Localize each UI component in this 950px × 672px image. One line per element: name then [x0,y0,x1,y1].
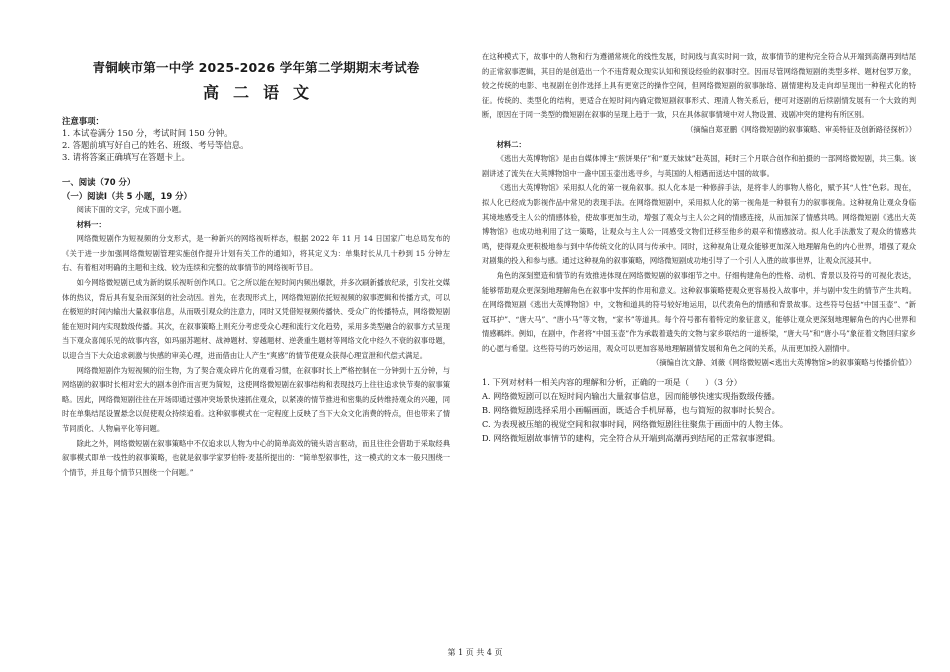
question-stem: 1. 下列对材料一相关内容的理解和分析，正确的一项是（ ）（3 分） [482,377,742,388]
option-d: D. 网络微短剧故事情节的建构，完全符合从开端到高潮再到结尾的正常叙事逻辑。 [482,433,781,444]
left-column [0,0,470,672]
body-paragraph: 除此之外，网络微短剧在叙事策略中不仅追求以人物为中心的简单高效的镜头语言驱动，而且往往会借助于采取经典叙事模式即单一线性的叙事策略，也就是叙事学家罗伯特·麦基所提出的：“简单型叙事性，这一模式的文本一般只围绕一个情节，并且每个情节只围绕一个问题。” [62,438,450,477]
body-paragraph: 在这种模式下，故事中的人物和行为遵循常规化的线性发展，时间线与真实时间一致，故事情节的建构完全符合从开端到高潮再到结尾的正常叙事逻辑，其目的是创造出一个不违背观众现实认知和预设经验的叙事时空。因而尽管网络微短剧的类型多样、题材包罗万象，较之传统的电影、电视剧在创作选择上具有更宽泛的操作空间，但网络微短剧的叙事脉络、剧情建构及走向却呈现出一种程式化的特征。传统的、类型化的结构，更适合在短时间内确定微短剧叙事形式、理清人物关系后，便可对逐剧的后续剧情发展有一个大致的判断，原因在于同一类型的微短剧在叙事的呈现上趋于一致，只在具体叙事情境中对人物设置、戏剧冲突的建构有所区别。 [482,52,916,120]
body-paragraph: 《逃出大英博物馆》采用拟人化的第一视角叙事。拟人化本是一种修辞手法，是将非人的事物人格化，赋予其“人性”色彩。现在，拟人化已经成为影视作品中常见的表现手法。在网络微短剧中，采用拟人化的第一视角是一种很有力的叙事视角。这种视角让观众身临其境地感受主人公的情感体验，使故事更加生动，增强了观众与主人公之间的情感连接，从而加深了情感共鸣。网络微短剧《逃出大英博物馆》也成功地利用了这一策略，让观众与主人公一同感受文物们迁移至他乡的艰辛和情感波动。拟人化手法激发了观众的情感共鸣，使得观众更积极地参与到中华传统文化的认同与传承中。同时，这种视角让观众能够更加深入地理解角色的内心世界，增强了观众对剧集的投入和参与感。通过这种视角的叙事策略，网络微短剧成功地引导了一个引人入胜的故事世界，让观众沉浸其中。 [482,183,916,266]
note-item: 2. 答题前填写好自己的姓名、班级、考号等信息。 [62,140,249,150]
subject-title: 高二语文 [202,83,323,102]
body-paragraph: 角色的深刻塑造和情节的有效推进体现在网络微短剧的叙事细节之中。仔细构建角色的性格、动机、背景以及符号的可视化表达，能够帮助观众更深刻地理解角色在叙事中发挥的作用和意义。这种叙事策略使观众更容易投入故事中，并与剧中发生的情节产生共鸣。在网络微短剧《逃出大英博物馆》中，文物和道具的符号较好地运用，以代表角色的情感和背景故事。这些符号包括“中国玉壶”、“新冠耳护”、“唐大马”、“唐小马”等文物，“家书”等道具。每个符号都有着特定的象征意义，能够让观众更深刻地理解角色的内心世界和情感羁绊。例如，在剧中，作者将“中国玉壶”作为承载着遗失的文物与家乡联结的一道桥梁，“唐大马”和“唐小马”象征着文物回归家乡的心愿与希望。这些符号的巧妙运用，观众可以更加容易地理解剧情发展和角色之间的关系，从而更加投入剧情中。 [482,270,916,353]
note-item: 3. 请将答案正确填写在答题卡上。 [62,152,190,162]
right-column [478,0,950,672]
page-footer: 第 1 页 共 4 页 [447,648,503,657]
option-a: A. 网络微短剧可以在短时间内输出大量叙事信息，因而能够快速实现指数级传播。 [482,391,780,402]
material-label: 材料二： [496,139,526,149]
option-b: B. 网络微短剧选择采用小画幅画面，既适合手机屏幕，也与简短的叙事时长契合。 [482,405,780,416]
exam-title: 青铜峡市第一中学 2025-2026 学年第二学期期末考试卷 [92,60,420,75]
source-citation: （摘编自郑亚鹏《网络微短剧的叙事策略、审美特征及创新路径探析》） [686,124,916,134]
material-label: 材料一： [76,219,106,229]
body-paragraph: 《逃出大英博物馆》是由自媒体博主“煎饼果仔”和“夏天妹妹”赴英国，耗时三个月联合创作和拍摄的一部网络微短剧，共三集。该剧讲述了流失在大英博物馆中一盏中国玉壶出逃寻乡，与英国的人相遇而送达中国的故事。 [482,154,916,178]
section-heading: 一、阅读（70 分） [62,177,136,187]
notes-heading: 注意事项： [62,116,104,126]
source-citation: （摘编自沈文静、刘薇《网络微短剧<逃出大英博物馆>的叙事策略与传播价值》） [652,358,916,368]
note-item: 1. 本试卷满分 150 分，考试时间 150 分钟。 [62,128,233,138]
instruction: 阅读下面的文字，完成下面小题。 [76,205,187,214]
subsection-heading: （一）阅读Ⅰ（共 5 小题，19 分） [62,191,192,201]
body-paragraph: 如今网络微短剧已成为新的娱乐视听创作风口。它之所以能在短时间内频出爆款，并多次刷新播放纪录，引发社交媒体的热议，背后具有复杂而深刻的社会动因。首先，在表现形式上，网络微短剧依托短视频的叙事逻辑和传播方式，可以在极短的时间内输出大量叙事信息，从而吸引观众的注意力，同时又凭借短视频传播快、受众广的传播特点，网络微短剧能在短时间内实现数级传播。其次，在叙事策略上则充分考虑受众心理和流行文化趋势，采用多类型融合的叙事方式呈现当下观众喜闻乐见的故事内容，如玛丽苏题材、战神题材、穿越题材、逆袭重生题材等网络文化中经久不衰的叙事母题，以迎合当下大众追求刺激与快感的审美心理，进而借由让人产生“爽感”的情节使观众获得心理宣泄和代偿式满足。 [62,277,450,360]
body-paragraph: 网络微短剧作为短视频的分支形式，是一种新兴的网络视听样态，根据 2022 年 11 月 14 日国家广电总局发布的《关于进一步加强网络微短剧管理实施创作提升计划有关工作的通知》，将其定义为：单集时长从几十秒到 15 分钟左右、有着相对明确的主题和主线、较为连续和完整的故事情节的网络视听节目。 [62,234,450,273]
answer-options [482,389,916,445]
body-paragraph: 网络微短剧作为短视频的衍生物，为了契合观众碎片化的观看习惯，在叙事时长上严格控制在一分钟到十五分钟，与网络剧的叙事时长相对宏大的剧本创作而言更为简短，这使网络微短剧在叙事结构和表现技巧上往往追求快节奏的叙事策略。因此，网络微短剧往往在开场即通过强冲突场景快速抓住观众，以紧凑的情节推进和密集的反转维持观众的兴趣，同时在单集结尾设置悬念以促使观众持续追看。这种叙事模式在一定程度上反映了当下大众文化消费的特点，但也带来了情节同质化、人物扁平化等问题。 [62,365,450,433]
option-c: C. 为表现被压缩的视觉空间和叙事时间，网络微短剧往往聚焦于画面中的人物主体。 [482,419,788,430]
